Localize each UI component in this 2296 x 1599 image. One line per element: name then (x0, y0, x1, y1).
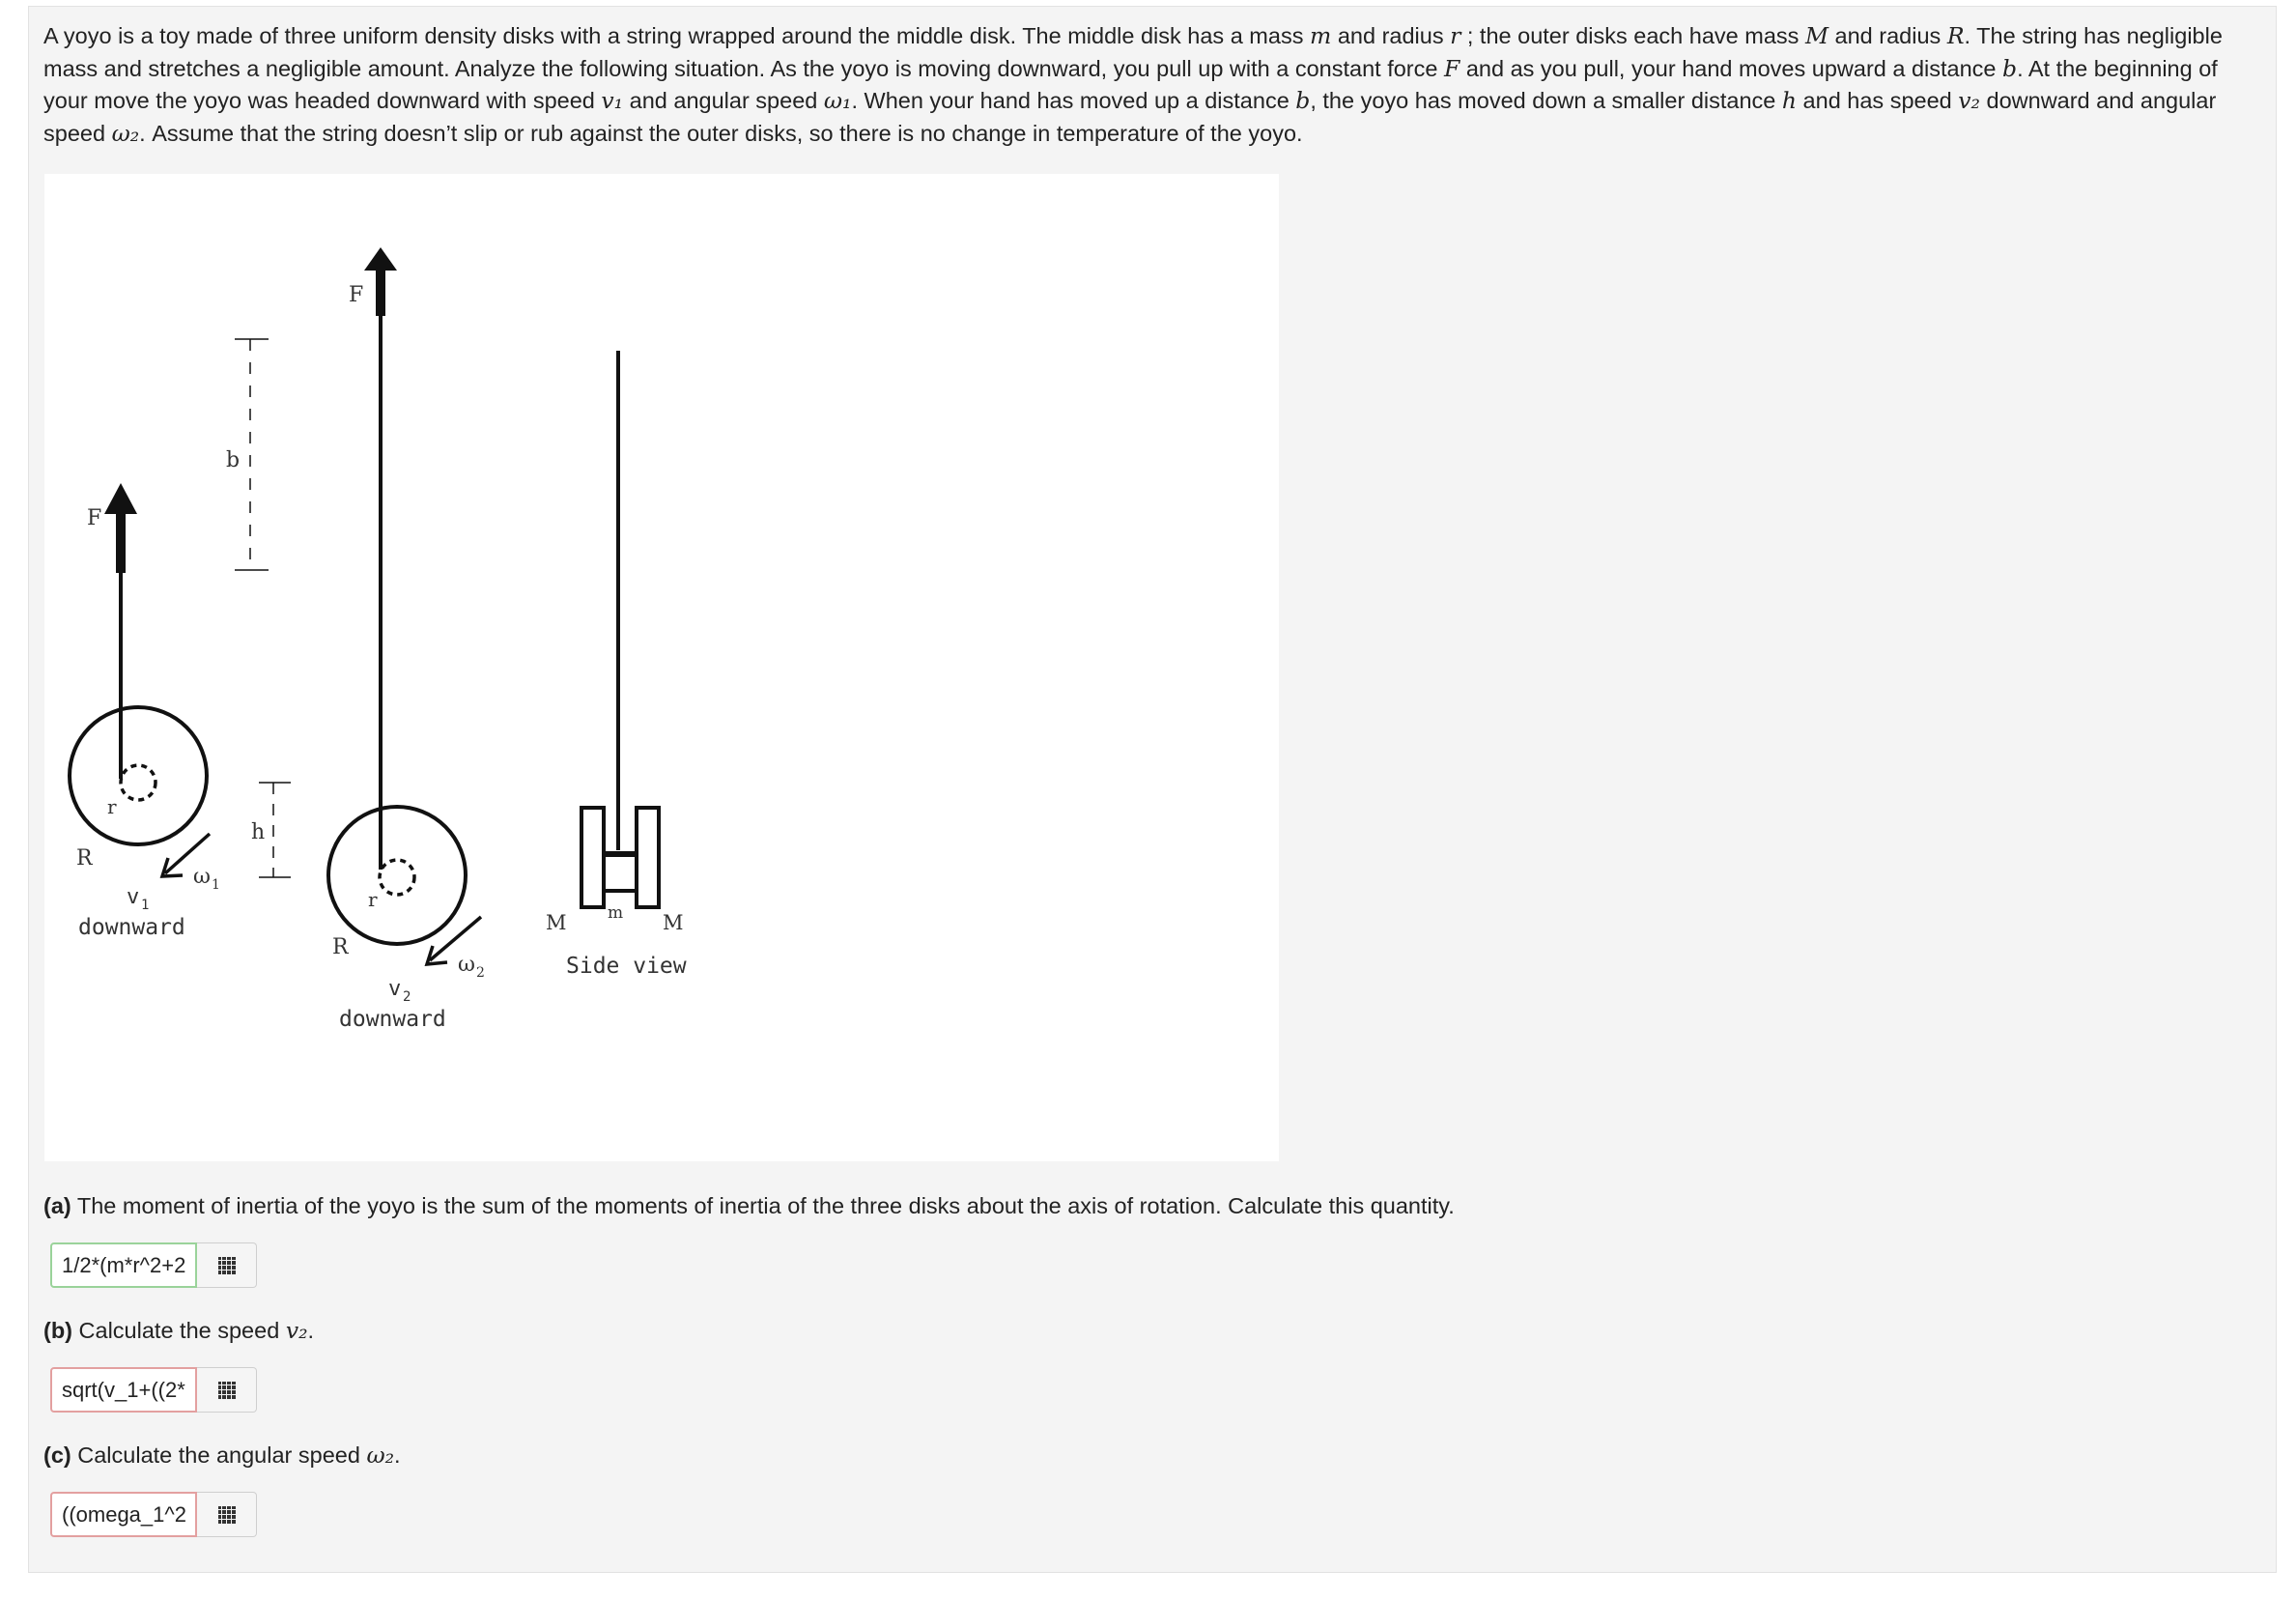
var-v1: v₁ (601, 87, 624, 114)
label-R-left: R (76, 846, 93, 871)
label-h: h (251, 820, 266, 844)
answer-group-a (50, 1242, 257, 1288)
var-h: h (1781, 87, 1798, 114)
var-b: b (2002, 54, 2018, 82)
side-middle-disk (604, 853, 637, 891)
initial-yoyo-group (70, 483, 220, 940)
svg-text:2: 2 (476, 965, 485, 981)
var-v2: v₂ (1958, 87, 1980, 114)
grid-icon (218, 1257, 236, 1274)
question-a: (a) The moment of inertia of the yoyo is the sum of the moments of inertia of the three disks about the axis of rotation. Calculate this quantity. (43, 1193, 1455, 1218)
yoyo-diagram (44, 174, 1279, 1161)
label-F-mid: F (349, 283, 364, 307)
question-b: (b) Calculate the speed v₂. (43, 1317, 315, 1344)
answer-input-c[interactable] (50, 1492, 197, 1537)
b-dimension (226, 339, 269, 570)
answer-group-b (50, 1367, 257, 1413)
symbol-palette-button-a[interactable] (197, 1242, 257, 1288)
outer-disk-left (70, 707, 207, 844)
outer-disk-mid (328, 807, 466, 944)
side-outer-disk-right (637, 808, 659, 907)
var-b: b (1295, 87, 1311, 114)
label-b: b (226, 448, 241, 472)
grid-icon (218, 1382, 236, 1399)
final-yoyo-group (328, 247, 485, 1032)
label-downward-mid: downward (339, 1007, 446, 1032)
label-downward-left: downward (78, 915, 185, 940)
label-m-side: m (608, 903, 624, 923)
var-m: m (1310, 22, 1332, 49)
question-c: (c) Calculate the angular speed ω₂. (43, 1442, 401, 1469)
answer-input-b[interactable] (50, 1367, 197, 1413)
problem-panel (28, 6, 2277, 1573)
symbol-palette-button-c[interactable] (197, 1492, 257, 1537)
label-r-left: r (107, 795, 117, 818)
label-F-left: F (87, 506, 102, 530)
inner-disk-mid (380, 860, 414, 895)
h-dimension (251, 783, 291, 877)
svg-text:2: 2 (403, 989, 411, 1005)
force-arrowhead-mid (364, 247, 397, 271)
var-M: M (1804, 22, 1829, 49)
answer-group-c (50, 1492, 257, 1537)
var-R: R (1946, 22, 1965, 49)
svg-text:1: 1 (212, 877, 220, 893)
label-omega1: ω (193, 865, 211, 889)
problem-statement: A yoyo is a toy made of three uniform density disks with a string wrapped around the middle disk. The middle disk has a mass m and radius r ; the outer disks each have mass M and radius R. The string has negligible mass and stretches a negligible amount. Analyze the following situation. As the yoyo is moving downward, you pull up with a constant force F and as you pull, your hand moves upward a distance b. At the beginning of your move the yoyo was headed downward with speed v₁ and angular speed ω₁. When your hand has moved up a distance b, the yoyo has moved down a smaller distance h and has speed v₂ downward and angular speed ω₂. Assume that the string doesn’t slip or rub against the outer disks, so there is no change in temperature of the yoyo. (43, 22, 2223, 147)
label-M-right: M (663, 911, 684, 934)
label-R-mid: R (332, 935, 349, 959)
label-omega2: ω (458, 953, 475, 977)
force-arrow-shaft-left (116, 513, 126, 573)
inner-disk-left (121, 765, 156, 800)
label-v1: v (127, 885, 140, 909)
label-M-left: M (546, 911, 567, 934)
var-omega2: ω₂ (111, 119, 140, 147)
var-F: F (1443, 54, 1460, 82)
answer-input-a[interactable] (50, 1242, 197, 1288)
svg-text:1: 1 (141, 898, 150, 913)
yoyo-figure (44, 174, 1279, 1161)
label-r-mid: r (368, 888, 378, 911)
label-v2: v (388, 977, 402, 1001)
side-view-group (546, 351, 687, 979)
label-side-view: Side view (566, 954, 687, 979)
force-arrowhead-left (104, 483, 137, 514)
symbol-palette-button-b[interactable] (197, 1367, 257, 1413)
var-omega1: ω₁ (823, 87, 852, 114)
side-outer-disk-left (581, 808, 604, 907)
var-r: r (1450, 22, 1461, 49)
grid-icon (218, 1506, 236, 1524)
